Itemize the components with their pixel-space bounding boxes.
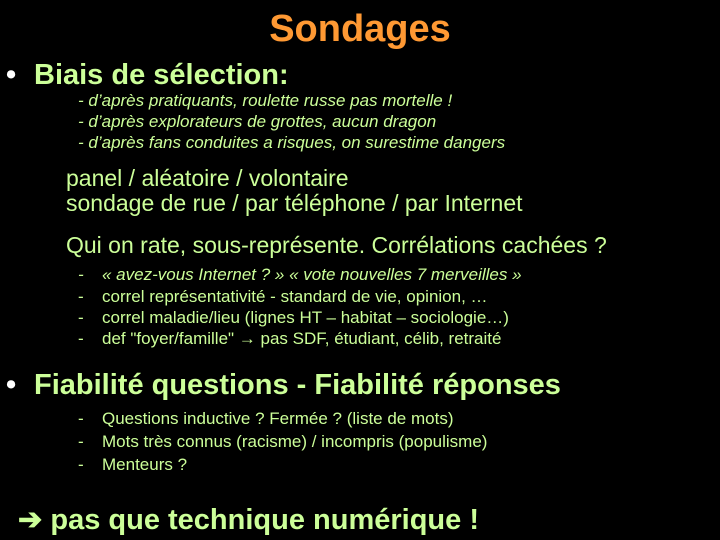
method-line: panel / aléatoire / volontaire <box>66 165 349 191</box>
point-line <box>78 408 453 430</box>
dash: - <box>78 265 84 284</box>
point-line <box>78 431 487 453</box>
point-line <box>78 265 522 284</box>
point-text: correl maladie/lieu (lignes HT – habitat – sociologie…) <box>102 308 509 327</box>
dash: - <box>78 455 84 474</box>
dash: - <box>78 308 84 327</box>
point-text: Menteurs ? <box>102 455 188 474</box>
dash: - <box>78 329 84 348</box>
dash: - <box>78 409 84 428</box>
section-heading-fiabilite <box>6 368 561 402</box>
point-text: Mots très connus (racisme) / incompris (populisme) <box>102 432 488 451</box>
question-line: Qui on rate, sous-représente. Corrélations cachées ? <box>66 232 607 258</box>
section-heading-biais <box>6 58 289 92</box>
point-line <box>78 308 509 327</box>
bullet-dot: • <box>6 369 17 401</box>
section-heading-text: Fiabilité questions - Fiabilité réponses <box>34 369 561 401</box>
conclusion-text: pas que technique numérique ! <box>50 504 479 536</box>
section-heading-text: Biais de sélection: <box>34 59 289 91</box>
conclusion-line <box>18 502 479 538</box>
point-line <box>78 329 501 348</box>
point-text: « avez-vous Internet ? » « vote nouvelles 7 merveilles » <box>102 265 522 284</box>
example-line: - d’après explorateurs de grottes, aucun dragon <box>78 112 437 131</box>
example-line: - d’après pratiquants, roulette russe pas mortelle ! <box>78 91 453 110</box>
method-line: sondage de rue / par téléphone / par Internet <box>66 190 523 216</box>
point-line <box>78 454 187 476</box>
bullet-dot: • <box>6 59 17 91</box>
dash: - <box>78 432 84 451</box>
dash: - <box>78 287 84 306</box>
right-arrow-icon: ➔ <box>18 504 43 536</box>
point-text: correl représentativité - standard de vie, opinion, … <box>102 287 488 306</box>
point-text: def "foyer/famille" → pas SDF, étudiant, célib, retraité <box>102 329 502 348</box>
point-text: Questions inductive ? Fermée ? (liste de mots) <box>102 409 454 428</box>
slide-title: Sondages <box>269 8 451 50</box>
example-line: - d’après fans conduites a risques, on surestime dangers <box>78 133 506 152</box>
point-line <box>78 287 488 306</box>
